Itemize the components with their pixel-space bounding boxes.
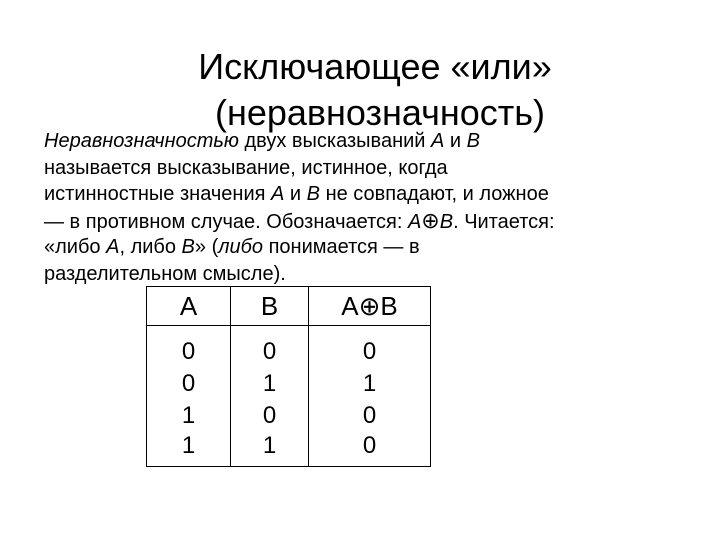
variable-b: B bbox=[439, 210, 454, 233]
cell-b: 0 bbox=[231, 400, 309, 432]
text-fragment: и bbox=[444, 130, 467, 152]
paragraph-line-5 bbox=[44, 234, 684, 261]
table-row bbox=[147, 400, 431, 432]
variable-a: A bbox=[271, 183, 285, 205]
text-fragment: истинностные значения bbox=[44, 183, 272, 205]
table-row bbox=[147, 336, 431, 368]
cell-result: 0 bbox=[309, 432, 431, 467]
slide-title bbox=[0, 44, 720, 136]
paragraph-line-2: называется высказывание, истинное, когда bbox=[44, 156, 448, 179]
paragraph-line-3 bbox=[44, 181, 684, 208]
title-line-1: Исключающее «или» bbox=[198, 46, 552, 88]
header-a: A bbox=[147, 287, 231, 326]
header-a-xor-b: A⊕B bbox=[309, 287, 431, 326]
text-fragment: понимается — в bbox=[263, 236, 420, 258]
table-row bbox=[147, 368, 431, 400]
variable-b: B bbox=[306, 183, 321, 205]
text-fragment: . Читается: bbox=[453, 210, 555, 233]
cell-b: 0 bbox=[231, 336, 309, 368]
text-fragment: » ( bbox=[194, 236, 219, 258]
cell-a: 1 bbox=[147, 432, 231, 467]
variable-a: A bbox=[106, 236, 120, 258]
table-row bbox=[147, 432, 431, 467]
definition-paragraph bbox=[44, 128, 684, 287]
term-libo: либо bbox=[218, 236, 264, 258]
text-fragment: и bbox=[284, 183, 307, 205]
cell-b: 1 bbox=[231, 432, 309, 467]
term-nonequivalence: Неравнозначностью bbox=[44, 130, 239, 152]
cell-a: 0 bbox=[147, 336, 231, 368]
cell-result: 0 bbox=[309, 336, 431, 368]
paragraph-line-1 bbox=[44, 128, 684, 155]
text-fragment: — в противном случае. Обозначается: bbox=[44, 210, 408, 233]
cell-a: 1 bbox=[147, 400, 231, 432]
variable-a: A bbox=[407, 210, 422, 233]
cell-result: 1 bbox=[309, 368, 431, 400]
xor-symbol: ⊕ bbox=[421, 207, 440, 233]
text-fragment: «либо bbox=[44, 236, 107, 258]
paragraph-line-6: разделительном смысле). bbox=[44, 262, 286, 285]
cell-b: 1 bbox=[231, 368, 309, 400]
title-line-2: (неравнозначность) bbox=[214, 92, 546, 134]
truth-table bbox=[146, 286, 431, 467]
header-b: B bbox=[231, 287, 309, 326]
variable-a: A bbox=[431, 130, 445, 152]
text-fragment: , либо bbox=[119, 236, 182, 258]
variable-b: B bbox=[466, 130, 481, 152]
text-fragment: не совпадают, и ложное bbox=[320, 183, 549, 205]
cell-a: 0 bbox=[147, 368, 231, 400]
table-spacer bbox=[147, 326, 431, 337]
variable-b: B bbox=[181, 236, 195, 258]
text-fragment: двух высказываний bbox=[238, 130, 432, 152]
cell-result: 0 bbox=[309, 400, 431, 432]
paragraph-line-4 bbox=[44, 208, 684, 235]
table-header-row bbox=[147, 287, 431, 326]
